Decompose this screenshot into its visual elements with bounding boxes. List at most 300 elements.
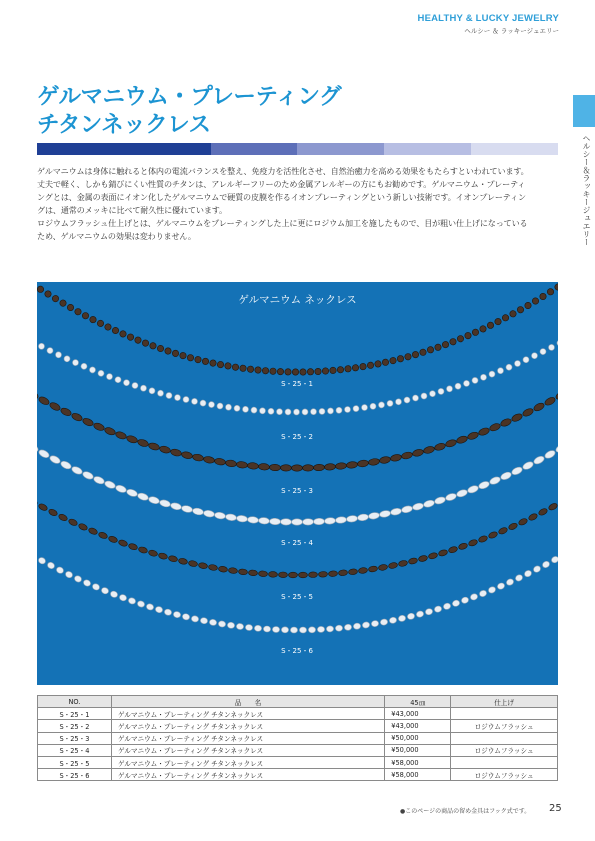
chain-bead [258,463,269,470]
chain-bead [290,627,297,633]
chain-bead [159,445,171,454]
chain-bead [254,625,262,632]
chain-bead [149,342,157,350]
chain-bead [412,351,420,359]
chain-bead [123,379,131,387]
table-row [38,744,558,756]
chain-bead [337,366,344,373]
chain-bead [203,510,215,518]
chain-bead [423,445,435,454]
necklace-chain [37,338,558,415]
chain-bead [58,513,69,522]
chain-bead [48,508,59,517]
chain-bead [293,409,299,415]
page-number: 25 [549,803,562,814]
chain-bead [367,362,374,369]
color-bar-segment [297,143,384,155]
chain-bead [158,552,168,560]
chain-bead [344,406,351,413]
chain-bead [522,460,535,471]
chain-bead [187,354,195,362]
chain-bead [232,364,239,371]
chain-bead [389,617,397,624]
cell-no: S・25・2 [38,720,112,732]
chain-bead [68,518,79,527]
table-row [38,732,558,744]
chain-bead [80,362,88,370]
chain-bead [443,602,452,610]
chain-bead [115,484,128,494]
chain-bead [531,352,539,360]
chain-bead [352,364,359,371]
chain-label: S・25・3 [281,487,313,495]
chain-bead [302,409,308,415]
chain-bead [497,367,505,375]
header-title-en: HEALTHY & LUCKY JEWELRY [417,13,559,24]
chain-bead [310,409,316,415]
chain-bead [114,376,122,384]
chain-bead [397,355,405,363]
chain-bead [71,412,84,422]
chain-bead [181,451,193,460]
chain-bead [78,523,89,532]
chain-bead [387,400,394,407]
chain-bead [247,462,259,469]
chain-bead [126,434,138,444]
chain-bead [379,456,391,464]
chain-bead [539,348,547,356]
chain-bead [198,562,208,569]
chain-bead [37,551,38,560]
cell-no: S・25・4 [38,744,112,756]
chain-bead [82,417,95,427]
chain-bead [272,626,279,632]
chain-bead [308,572,317,578]
chain-bead [200,617,208,624]
chain-bead [361,404,368,411]
description-line: ゲルマニウムは身体に触れると体内の電流バランスを整え、免疫力を活性化させ、自然治癒力を高める効果をもたらすといわれています。 [37,166,529,176]
table-row [38,756,558,768]
color-bar-segment [124,143,211,155]
description-line: 丈夫で軽く、しかも錆びにくい性質のチタンは、アレルギーフリーのため金属アレルギーの方にもお勧めです。ゲルマニウム・プレーティ [37,179,526,189]
chain-bead [300,369,306,375]
footer-note: ●このページの商品の留め金具はフック式です。 [400,808,531,815]
col-header-finish: 仕上げ [451,696,558,708]
chain-bead [434,605,443,613]
side-tab-marker [573,95,595,127]
chain-bead [299,627,306,633]
chain-bead [494,317,503,326]
chain-bead [448,546,458,554]
chain-bead [461,596,470,604]
chain-bead [313,518,324,525]
chain-bead [258,571,267,577]
chain-bead [388,562,398,569]
chain-bead [500,471,513,481]
chain-bead [550,555,558,564]
chain-bead [419,348,427,356]
chain-bead [478,480,491,490]
chain-bead [118,539,128,547]
chain-bead [225,459,237,467]
table-row [38,708,558,720]
color-bar-segment [37,143,124,155]
chain-bead [156,344,164,352]
chain-bead [60,407,73,418]
chain-bead [445,492,457,501]
chain-bead [348,569,358,576]
chain-bead [463,380,471,388]
chain-bead [317,626,324,632]
cell-finish: ロジウムフラッシュ [451,769,558,781]
chain-bead [318,571,327,577]
chain-bead [64,570,73,579]
chain-bead [104,480,117,490]
chain-bead [251,407,258,414]
chain-bead [403,396,410,403]
chain-bead [423,499,435,508]
chain-bead [92,583,101,591]
chain-bead [344,624,352,631]
chain-bead [106,373,114,381]
chain-bead [458,542,468,550]
chain-label: S・25・6 [281,647,313,655]
cell-price: ¥58,000 [385,769,451,781]
chain-bead [242,406,249,413]
chain-bead [146,603,155,611]
chain-bead [192,507,204,516]
chain-bead [533,402,546,413]
chain-bead [93,422,106,432]
chain-bead [370,403,377,410]
cell-finish: ロジウムフラッシュ [451,744,558,756]
chain-bead [514,360,522,368]
chain-bead [225,404,232,411]
cell-no: S・25・5 [38,756,112,768]
chain-bead [157,390,164,397]
chain-bead [378,401,385,408]
chain-bead [500,417,513,427]
color-bar [37,143,558,155]
table-row [38,769,558,781]
chain-bead [288,572,297,578]
cell-no: S・25・3 [38,732,112,744]
chain-bead [523,569,532,578]
chain-bead [468,539,478,547]
chain-bead [170,448,182,457]
cell-price: ¥43,000 [385,720,451,732]
chain-bead [128,543,138,551]
chain-bead [479,325,487,333]
chain-bead [259,408,265,414]
chain-bead [390,454,402,462]
chain-bead [446,385,453,392]
chain-bead [488,586,497,594]
chain-bead [501,313,510,322]
chain-bead [336,407,342,413]
col-header-name: 品 名 [111,696,384,708]
chain-bead [164,608,173,616]
chain-bead [131,382,139,390]
chain-bead [227,622,235,629]
chain-bead [119,594,128,602]
chain-bead [418,555,428,563]
chain-bead [292,369,298,375]
chain-bead [115,430,128,440]
chain-bead [148,549,158,557]
chain-bead [313,464,324,471]
chain-bead [353,405,360,412]
page-title-line1: ゲルマニウム・プレーティング [37,84,342,110]
chain-bead [470,593,479,601]
chain-bead [335,462,347,469]
cell-name: ゲルマニウム・プレーティング チタンネックレス [111,720,384,732]
chain-bead [382,358,390,366]
chain-bead [119,330,127,338]
chain-bead [262,367,269,374]
chain-bead [412,394,419,401]
chain-bead [412,502,424,511]
chain-bead [164,347,172,355]
chain-bead [37,342,45,350]
cell-finish [451,756,558,768]
cell-name: ゲルマニウム・プレーティング チタンネックレス [111,744,384,756]
chain-bead [544,396,557,407]
chain-bead [126,333,134,341]
col-header-no: NO. [38,696,112,708]
chain-bead [209,619,217,626]
page-title-line2: チタンネックレス [37,112,211,138]
chain-bead [93,475,106,485]
chain-bead [434,496,446,505]
chain-bead [238,569,248,576]
chain-bead [338,570,347,576]
chain-bead [532,565,541,574]
chain-bead [346,461,358,469]
chain-bead [217,361,224,368]
table-header-row [38,696,558,708]
chain-bead [96,319,105,328]
chain-bead [368,512,380,520]
chain-bead [291,519,302,525]
chain-label: S・25・5 [281,593,313,601]
chain-bead [104,426,117,436]
chain-bead [478,427,491,437]
chain-bead [173,611,181,619]
chain-bead [327,408,333,414]
chain-bead [489,422,502,432]
chain-bead [194,356,202,364]
chain-bead [380,618,388,625]
chain-bead [38,395,51,406]
chain-bead [308,627,315,633]
chain-bead [371,620,379,627]
chain-bead [38,448,51,459]
chain-bead [486,321,495,330]
cell-name: ゲルマニウム・プレーティング チタンネックレス [111,708,384,720]
chain-bead [479,589,488,597]
chain-bead [89,315,98,324]
photo-title: ゲルマニウム ネックレス [238,294,357,306]
chain-label: S・25・1 [281,380,313,388]
description-line: ングとは、金属の表面にイオン化したゲルマニウムで硬質の皮膜を作るイオンプレーティングという新しい技術です。イオンプレーティン [37,192,526,202]
chain-bead [49,401,62,412]
chain-bead [98,531,108,540]
chain-bead [247,516,259,523]
chain-bead [74,307,83,316]
chain-bead [538,507,549,516]
chain-bead [214,512,226,520]
chain-bead [362,622,370,629]
chain-bead [408,557,418,565]
description [37,165,560,243]
chain-bead [111,326,119,334]
cell-no: S・25・1 [38,708,112,720]
chain-bead [390,507,402,516]
chain-bead [471,377,479,385]
chain-bead [441,340,449,348]
necklace-chains [37,282,558,685]
chain-bead [82,579,91,587]
chain-bead [277,368,284,375]
chain-bead [81,311,90,320]
chain-bead [398,560,408,567]
chain-bead [428,552,438,560]
necklace-chain [37,442,558,525]
chain-bead [159,499,171,508]
chain-bead [378,564,388,571]
chain-bead [72,359,80,367]
chain-bead [269,464,280,471]
chain-bead [108,535,118,543]
header-title-jp: ヘルシー ＆ ラッキージュエリー [464,27,559,35]
chain-bead [140,384,148,392]
chain-label: S・25・2 [281,433,313,441]
chain-bead [82,470,95,480]
chain-bead [353,623,361,630]
chain-bead [518,517,529,526]
chain-bead [278,572,287,578]
chain-bead [218,566,228,573]
chain-bead [420,392,427,399]
color-bar-segment [384,143,471,155]
chain-bead [467,431,480,441]
chain-label: S・25・4 [281,539,313,547]
chain-bead [452,599,461,607]
chain-bead [88,527,98,536]
chain-bead [434,343,442,351]
chain-bead [38,503,49,512]
page-title [37,83,341,139]
chain-bead [324,517,335,524]
chain-bead [456,435,468,445]
chain-bead [547,343,555,351]
chain-bead [478,535,488,543]
chain-bead [192,453,204,462]
chain-bead [548,502,558,511]
chain-bead [268,408,274,414]
chain-bead [239,365,246,372]
chain-bead [498,526,508,535]
chain-bead [291,465,302,471]
chain-bead [37,497,38,506]
chain-bead [248,570,257,576]
chain-bead [328,571,337,577]
chain-bead [326,626,334,632]
chain-bead [89,366,97,374]
chain-bead [281,627,288,633]
chain-bead [335,516,347,523]
chain-bead [379,510,391,518]
chain-bead [505,363,513,371]
chain-bead [480,373,488,381]
chain-bead [236,461,248,469]
chain-bead [148,442,160,451]
chain-bead [73,575,82,583]
chain-bead [454,382,462,390]
chain-bead [438,549,448,557]
chain-bead [165,392,172,399]
chain-bead [178,558,188,566]
cell-finish [451,708,558,720]
chain-bead [401,451,413,460]
chain-bead [488,370,496,378]
chain-bead [208,401,215,408]
chain-bead [315,368,322,375]
chain-bead [134,336,142,344]
chain-bead [528,513,539,522]
chain-bead [179,352,187,360]
chain-bead [505,578,514,586]
table-row [38,720,558,732]
chain-bead [254,366,261,373]
description-line: ロジウムフラッシュ仕上げとは、ゲルマニウムをプレーティングした上に更にロジウム加工を施したもので、目が粗い仕上げになっている [37,218,528,228]
chain-bead [404,353,412,361]
chain-bead [141,339,149,347]
chain-bead [280,465,291,472]
chain-bead [307,368,314,375]
chain-bead [357,460,369,468]
cell-name: ゲルマニウム・プレーティング チタンネックレス [111,756,384,768]
chain-bead [148,387,155,394]
chain-bead [199,400,206,407]
chain-bead [37,556,46,565]
chain-bead [368,566,378,573]
chain-bead [467,484,480,494]
chain-bead [71,465,84,475]
chain-bead [401,505,413,514]
chain-bead [358,567,368,574]
chain-bead [236,623,244,630]
chain-bead [445,439,457,448]
cell-finish: ロジウムフラッシュ [451,720,558,732]
chain-bead [202,358,210,366]
chain-bead [330,367,337,374]
chain-bead [203,456,215,464]
chain-bead [368,458,380,466]
chain-bead [425,608,434,616]
chain-bead [63,355,71,363]
chain-bead [497,582,506,590]
chain-bead [302,519,313,526]
necklace-chain [37,389,558,471]
chain-bead [554,283,558,292]
chain-bead [97,369,105,377]
chain-bead [509,309,518,318]
chain-bead [188,560,198,567]
chain-bead [49,454,62,465]
chain-bead [389,357,397,365]
